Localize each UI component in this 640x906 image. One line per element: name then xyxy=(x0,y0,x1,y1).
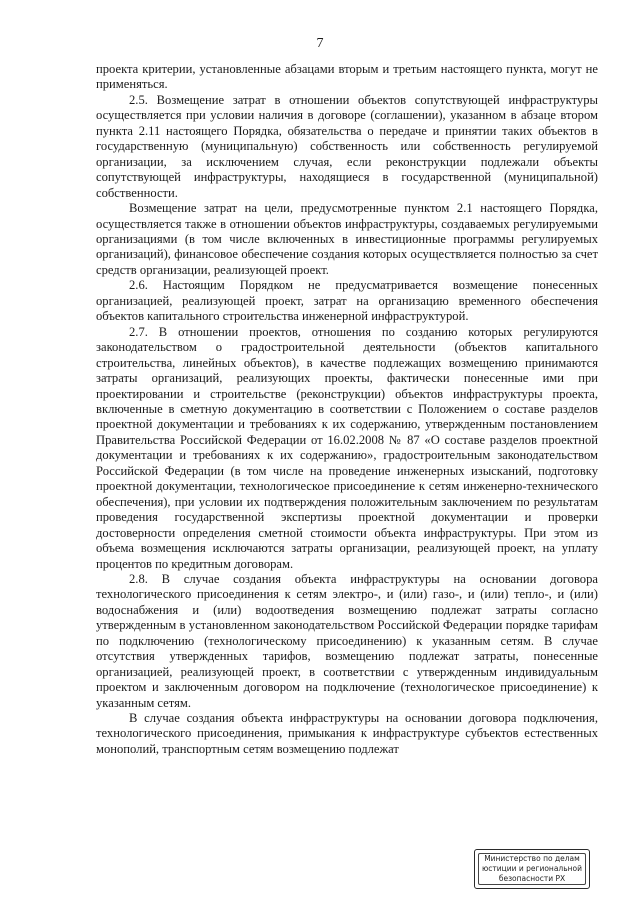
registration-stamp xyxy=(474,849,590,889)
paragraph: проекта критерии, установленные абзацами вторым и третьим настоящего пункта, могут не применяться. xyxy=(96,62,598,92)
stamp-line: Министерство по делам xyxy=(484,854,580,863)
paragraph: 2.6. Настоящим Порядком не предусматривается возмещение понесенных организацией, реализующей проект, затрат на организацию временного обеспечения объектов капитального строительства инженерной инфраструктурой. xyxy=(96,278,598,324)
paragraph: Возмещение затрат на цели, предусмотренные пунктом 2.1 настоящего Порядка, осуществляется также в отношении объектов инфраструктуры, создаваемых регулируемыми организациями (в том числе включенных в инвестиционные программы регулируемых организаций), финансовое обеспечение создания которых осуществляется полностью за счет средств организации, реализующей проект. xyxy=(96,201,598,277)
paragraph: 2.7. В отношении проектов, отношения по созданию которых регулируются законодательством о градостроительной деятельности (объектов капитального строительства, линейных объектов), в качестве подлежащих возмещению принимаются затраты организаций, реализующих проекты, фактически понесенные ими при проектировании и строительстве (реконструкции) объектов инфраструктуры проекта, включенные в сметную документацию в соответствии с Положением о составе разделов проектной документации и требованиях к их содержанию, утвержденным постановлением Правительства Российской Федерации от 16.02.2008 № 87 «О составе разделов проектной документации и требованиях к их содержанию», градостроительным законодательством Российской Федерации (в том числе на проведение инженерных изысканий, подготовку проектной документации, технологическое присоединение к сетям инженерно-технического обеспечения), при условии их подтверждения положительным заключением по результатам проведения государственной экспертизы проектной документации и проверки достоверности определения сметной стоимости объекта инфраструктуры. При этом из объема возмещения исключаются затраты организации, реализующей проект, на уплату процентов по кредитным договорам. xyxy=(96,324,598,571)
paragraph: 2.8. В случае создания объекта инфраструктуры на основании договора технологического присоединения к сетям электро-, и (или) газо-, и (или) тепло-, и (или) водоснабжения и (или) водоотведения возмещению подлежат затраты согласно утвержденным в установленном законодательством Российской Федерации порядке тарифам по подключению (технологическому присоединению) к указанным сетям. В случае отсутствия утвержденных тарифов, возмещению подлежат затраты, понесенные организацией, реализующей проект, в соответствии с утвержденным индивидуальным проектом и заключенным договором на подключение (технологическое присоединение) к указанным сетям. xyxy=(96,571,598,710)
paragraph: 2.5. Возмещение затрат в отношении объектов сопутствующей инфраструктуры осуществляется при условии наличия в договоре (соглашении), указанном в абзаце втором пункта 2.11 настоящего Порядка, обязательства о передаче и принятии таких объектов в государственную (муниципальную) собственность или собственность регулируемой организации, за исключением случая, если реконструкции подлежали объекты сопутствующей инфраструктуры, находящиеся в государственной (муниципальной) собственности. xyxy=(96,92,598,200)
paragraph: В случае создания объекта инфраструктуры на основании договора подключения, технологического присоединения, примыкания к инфраструктуре субъектов естественных монополий, транспортным сетям возмещению подлежат xyxy=(96,711,598,756)
stamp-line: юстиции и региональной xyxy=(481,864,583,873)
stamp-frame xyxy=(478,853,586,885)
stamp-line: безопасности РХ xyxy=(498,874,566,883)
page-number: 7 xyxy=(316,36,324,51)
document-body xyxy=(96,62,598,757)
